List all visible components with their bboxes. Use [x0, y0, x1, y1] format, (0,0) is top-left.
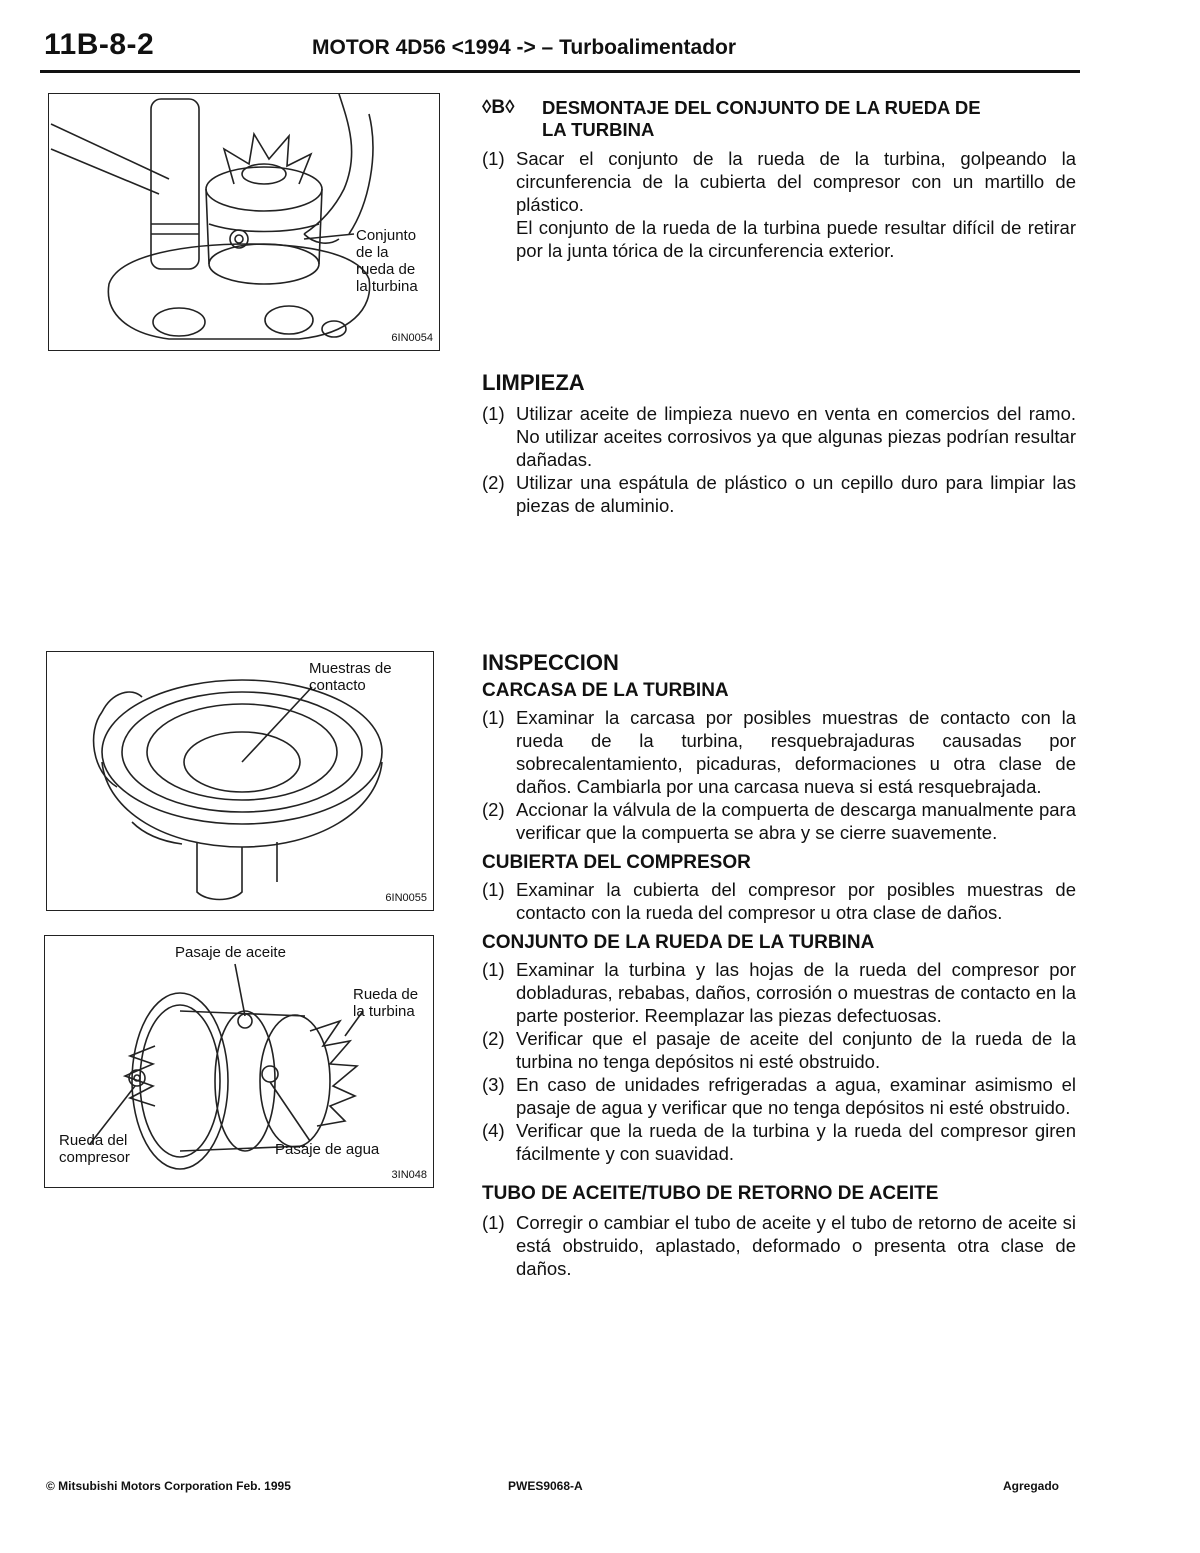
figure-wheel-assembly — [44, 935, 434, 1188]
figure-turbine-removal — [48, 93, 440, 351]
page-title: MOTOR 4D56 <1994 -> – Turboalimentador — [312, 36, 737, 59]
callout-oil-passage: Pasaje de aceite — [175, 944, 286, 961]
callout-turbine-wheel: Rueda de la turbina — [353, 986, 419, 1020]
callout-contact-marks: Muestras de contacto — [309, 660, 392, 694]
subsection-title-housing: CARCASA DE LA TURBINA — [482, 680, 729, 701]
section-title: LIMPIEZA — [482, 370, 585, 395]
section-title: INSPECCION — [482, 650, 619, 675]
list-item: (1) Utilizar aceite de limpieza nuevo en venta en comercios del ramo. No utilizar aceites corrosivos ya que algunas piezas podrían resultar dañadas. — [482, 403, 1076, 470]
subsection-title-oil-pipe: TUBO DE ACEITE/TUBO DE RETORNO DE ACEITE — [482, 1183, 939, 1204]
section-inspection — [482, 650, 1076, 1280]
note-text: El conjunto de la rueda de la turbina puede resultar difícil de retirar por la junta tórica de la circunferencia exterior. — [516, 217, 1076, 261]
list-item: (2) Utilizar una espátula de plástico o un cepillo duro para limpiar las piezas de aluminio. — [482, 472, 1076, 516]
list-item: (1) Examinar la cubierta del compresor por posibles muestras de contacto con la rueda del compresor u otra clase de daños. — [482, 879, 1076, 923]
section-title-cont: LA TURBINA — [542, 119, 655, 140]
list-item: (2) Verificar que el pasaje de aceite del conjunto de la rueda de la turbina no tenga depósitos ni esté obstruido. — [482, 1028, 1076, 1072]
list-item: (3) En caso de unidades refrigeradas a agua, examinar asimismo el pasaje de agua y verificar que no tenga depósitos ni esté obstruido. — [482, 1074, 1076, 1118]
callout-turbine-assembly: Conjunto de la rueda de la turbina — [356, 227, 418, 295]
page-number: 11B-8-2 — [44, 28, 155, 61]
callout-water-passage: Pasaje de agua — [275, 1141, 380, 1158]
footer-doc-code: PWES9068-A — [508, 1479, 583, 1493]
figure-turbine-housing — [46, 651, 434, 911]
footer-status: Agregado — [1003, 1479, 1060, 1493]
section-disassembly — [482, 97, 1076, 262]
figure-code: 3IN048 — [391, 1169, 427, 1181]
list-item: (1) Examinar la turbina y las hojas de la rueda del compresor por dobladuras, rebabas, daños, corrosión o muestras de contacto en la parte posterior. Reemplazar las piezas defectuosas. — [482, 959, 1076, 1026]
list-item: (1) Sacar el conjunto de la rueda de la turbina, golpeando la circunferencia de la cubierta del compresor con un martillo de plástico. — [482, 148, 1076, 215]
step-marker: ◊B◊ — [482, 97, 515, 118]
section-cleaning — [482, 370, 1076, 517]
header-rule — [40, 70, 1080, 73]
callout-compressor-wheel: Rueda del compresor — [59, 1132, 130, 1166]
footer-copyright: © Mitsubishi Motors Corporation Feb. 1995 — [46, 1479, 291, 1493]
list-item: (4) Verificar que la rueda de la turbina y la rueda del compresor giren fácilmente y con suavidad. — [482, 1120, 1076, 1164]
subsection-title-compressor: CUBIERTA DEL COMPRESOR — [482, 852, 751, 873]
list-item: (1) Corregir o cambiar el tubo de aceite y el tubo de retorno de aceite si está obstruido, aplastado, deformado o presenta otra clase de daños. — [482, 1212, 1076, 1279]
figure-code: 6IN0055 — [385, 892, 427, 904]
list-item: (1) Examinar la carcasa por posibles muestras de contacto con la rueda de la turbina, resquebrajaduras causadas por sobrecalentamiento, picaduras, deformaciones u otra clase de daños. Cambiarla por una carcasa nueva si está resquebrajada. — [482, 707, 1076, 797]
list-item: (2) Accionar la válvula de la compuerta de descarga manualmente para verificar que la compuerta se abra y se cierre suavemente. — [482, 799, 1076, 843]
section-title: DESMONTAJE DEL CONJUNTO DE LA RUEDA DE — [542, 97, 981, 118]
subsection-title-wheel: CONJUNTO DE LA RUEDA DE LA TURBINA — [482, 932, 875, 953]
turbine-removal-illustration — [49, 94, 439, 350]
figure-code: 6IN0054 — [391, 332, 433, 344]
